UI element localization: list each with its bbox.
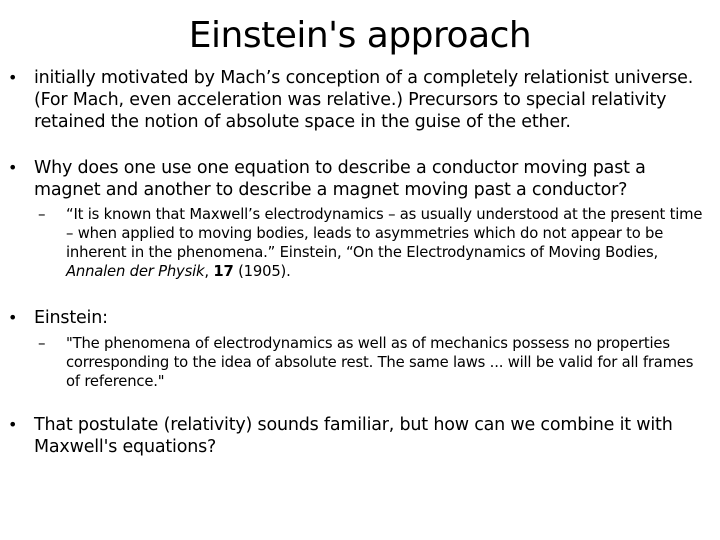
bullet-text: Why does one use one equation to describe a conductor moving past a magnet and another to describe a magnet moving past a conductor? (34, 158, 646, 200)
journal-year: (1905). (233, 263, 291, 280)
quote-text: “It is known that Maxwell’s electrodynamics – as usually understood at the present time – when applied to moving bodies, leads to asymmetries which do not appear to be inherent in the phenomena.” Einstein, “On the Electrodynamics of Moving Bodies, (66, 206, 703, 261)
bullet-text: That postulate (relativity) sounds familiar, but how can we combine it with Maxwell's equations? (34, 415, 673, 457)
bullet-marker: • (8, 158, 18, 177)
bullet-marker: • (8, 308, 18, 327)
journal-volume: 17 (213, 263, 234, 280)
bullet-marker: • (8, 68, 18, 87)
separator: , (204, 263, 214, 280)
slide-title: Einstein's approach (188, 15, 532, 56)
sub-bullet-text (66, 205, 710, 281)
bullet-text: Einstein: (34, 308, 108, 328)
journal-name: Annalen der Physik (66, 263, 205, 280)
sub-bullet-text: "The phenomena of electrodynamics as well as of mechanics possess no properties corresponding to the idea of absolute rest. The same laws ... will be valid for all frames of reference." (66, 335, 694, 390)
bullet-text: initially motivated by Mach’s conception of a completely relationist universe. (For Mach, even acceleration was relative.) Precursors to special relativity retained the notion of absolute space in the guise of the ether. (34, 68, 694, 132)
sub-bullet-marker: – (38, 334, 46, 352)
sub-bullet-marker: – (38, 205, 46, 223)
bullet-marker: • (8, 415, 18, 434)
